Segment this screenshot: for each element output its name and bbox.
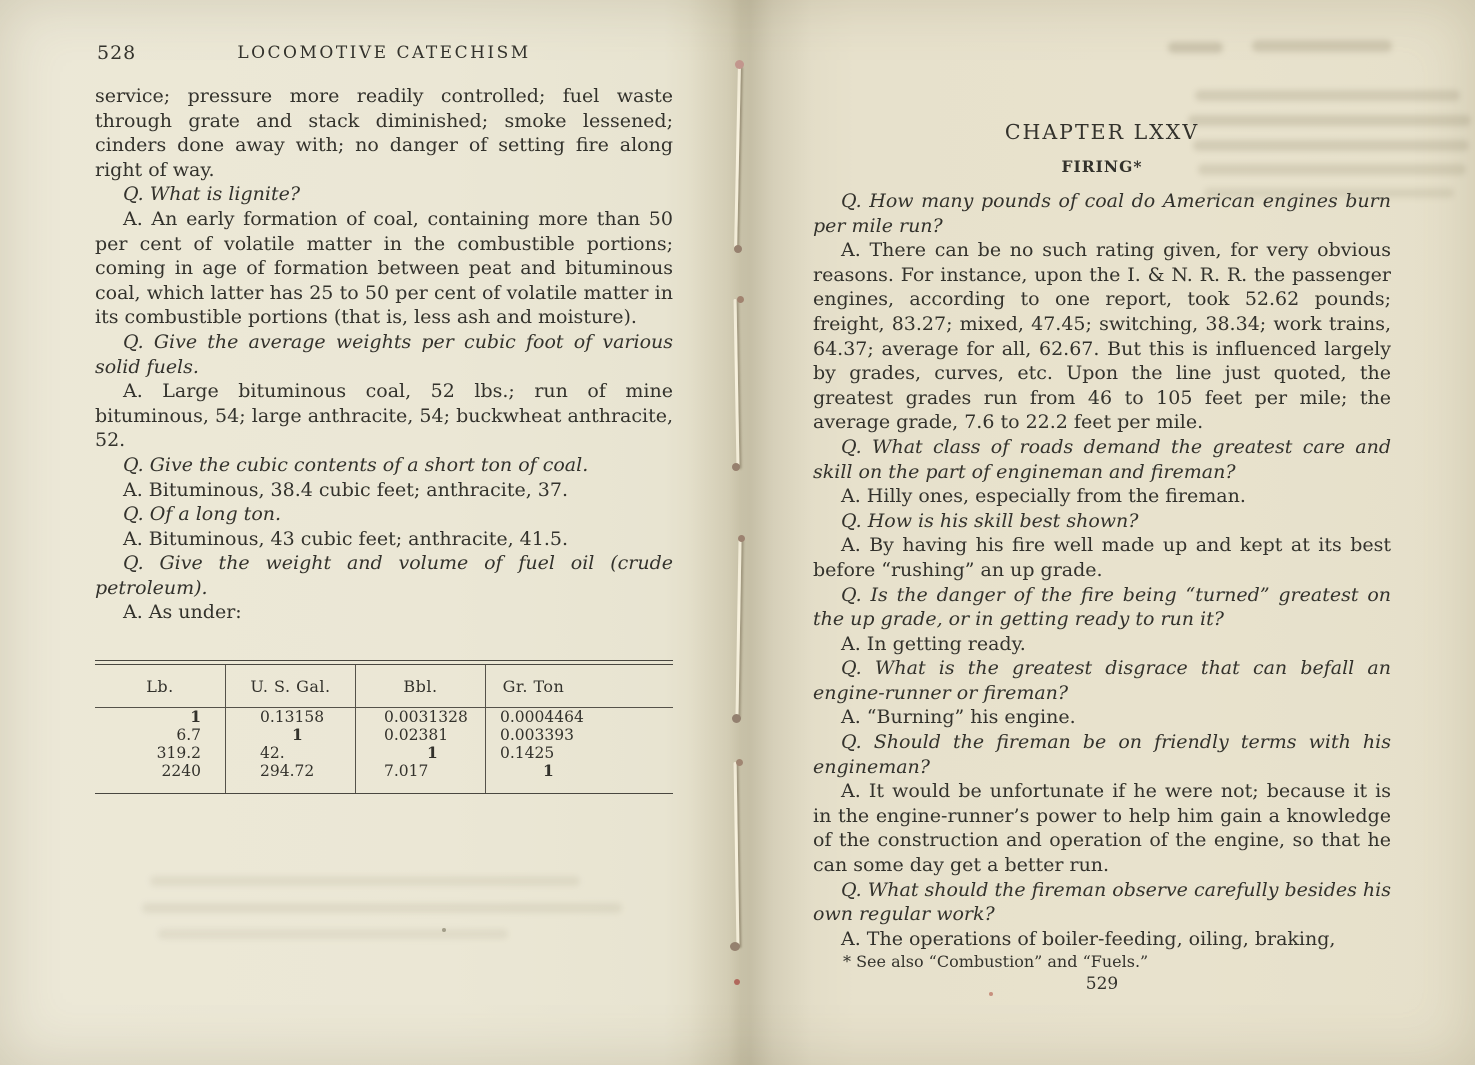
answer-paragraph: A. In getting ready.: [841, 632, 1026, 655]
question-paragraph: Q. What should the fireman observe carefully besides his own regular work?: [813, 878, 1391, 926]
answer-paragraph: A. The operations of boiler-feeding, oiling, braking,: [841, 927, 1336, 950]
table-cell: 0.0031328: [384, 708, 468, 726]
sewing-hole: [737, 296, 744, 303]
table-header-cell: Lb.: [95, 665, 225, 708]
table-cell: 42.: [260, 744, 285, 762]
left-page-header: [95, 42, 673, 68]
sewing-hole: [730, 942, 740, 951]
question-paragraph: Q. Of a long ton.: [123, 503, 282, 526]
table-cell: 0.1425: [500, 744, 555, 762]
answer-paragraph: A. Hilly ones, especially from the fireman.: [841, 485, 1246, 508]
question-paragraph: Q. Give the weight and volume of fuel oil (crude petroleum).: [95, 552, 673, 599]
table-cell: 319.2: [156, 744, 201, 762]
right-page-text: [813, 189, 1391, 951]
question-paragraph: Q. Should the fireman be on friendly terms with his engineman?: [813, 731, 1391, 778]
answer-paragraph: A. Large bituminous coal, 52 lbs.; run of mine bituminous, 54; large anthracite, 54; buckwheat anthracite, 52.: [95, 380, 673, 452]
bleed-through-ghost: [158, 929, 508, 939]
answer-paragraph: A. Bituminous, 43 cubic feet; anthracite, 41.5.: [123, 527, 569, 550]
table-column: [485, 665, 673, 793]
table-column: [95, 665, 225, 793]
bleed-through-ghost: [142, 903, 622, 913]
table-cell: 1: [543, 761, 554, 780]
sewing-hole: [732, 463, 740, 471]
question-paragraph: Q. Give the average weights per cubic foot of various solid fuels.: [95, 330, 673, 378]
answer-paragraph: A. There can be no such rating given, for very obvious reasons. For instance, upon the I. & N. R. R. the passenger engines, according to one report, took 52.62 pounds; freight, 83.27; mixed, 47.45; switching, 38.34; work trains, 64.37; average for all, 62.67. But this is influenced largely by grades, curves, etc. Upon the line just quoted, the greatest grades run from 46 to 105 feet per mile; the average grade, 7.6 to 22.2 feet per mile.: [813, 239, 1391, 434]
answer-paragraph: A. Bituminous, 38.4 cubic feet; anthracite, 37.: [123, 478, 569, 501]
body-paragraph: service; pressure more readily controlled; fuel waste through grate and stack diminished; smoke lessened; cinders done away with; no danger of setting fire along right of way.: [95, 85, 673, 181]
conversion-table-grid: [95, 665, 673, 793]
table-cell: 1: [427, 743, 438, 762]
left-page-text: [95, 84, 673, 625]
table-bottom-rule: [95, 793, 673, 794]
sewing-hole: [738, 535, 745, 542]
table-header-cell: Bbl.: [356, 665, 485, 708]
table-column: [355, 665, 485, 793]
question-paragraph: Q. What is lignite?: [123, 183, 301, 206]
question-paragraph: Q. How is his skill best shown?: [841, 509, 1139, 532]
table-cell: 294.72: [260, 762, 315, 780]
question-paragraph: Q. How many pounds of coal do American engines burn per mile run?: [813, 190, 1391, 237]
paper-speck: [442, 928, 446, 932]
sewing-hole: [734, 979, 740, 985]
table-header-cell: Gr. Ton: [486, 665, 673, 708]
table-cell: 1: [190, 707, 201, 726]
question-paragraph: Q. What class of roads demand the greatest care and skill on the part of engineman and fireman?: [813, 435, 1391, 483]
section-heading: FIRING*: [1061, 157, 1143, 176]
page-number-right: 529: [1085, 974, 1119, 994]
answer-paragraph: A. “Burning” his engine.: [841, 706, 1076, 729]
table-cell: 0.02381: [384, 726, 449, 744]
bleed-through-ghost: [150, 876, 580, 886]
running-header: LOCOMOTIVE CATECHISM: [237, 43, 531, 63]
answer-paragraph: A. As under:: [123, 601, 242, 624]
table-column: [225, 665, 355, 793]
sewing-hole: [736, 759, 743, 766]
table-cell: 2240: [161, 762, 201, 780]
table-cell: 1: [292, 725, 303, 744]
page-number-left: 528: [97, 42, 137, 64]
book-gutter-shadow: [688, 0, 812, 1065]
conversion-table: [95, 660, 673, 794]
sewing-hole: [735, 60, 744, 69]
table-cell: 0.0004464: [500, 708, 584, 726]
table-cell: 6.7: [176, 726, 201, 744]
table-cell: 0.13158: [260, 708, 325, 726]
left-page: [95, 42, 673, 794]
answer-paragraph: A. An early formation of coal, containing more than 50 per cent of volatile matter in the combustible portions; coming in age of formation between peat and bituminous coal, which latter has 25 to 50 per cent of volatile matter in its combustible portions (that is, less ash and moisture).: [95, 207, 673, 329]
question-paragraph: Q. Is the danger of the fire being “turned” greatest on the up grade, or in getting ready to run it?: [813, 583, 1391, 631]
chapter-heading: CHAPTER LXXV: [1004, 120, 1200, 144]
right-page: [813, 42, 1391, 994]
footnote: * See also “Combustion” and “Fuels.”: [843, 952, 1149, 971]
question-paragraph: Q. Give the cubic contents of a short ton of coal.: [123, 453, 589, 476]
question-paragraph: Q. What is the greatest disgrace that can befall an engine-runner or fireman?: [813, 657, 1391, 704]
sewing-hole: [732, 714, 741, 723]
sewing-hole: [734, 245, 742, 253]
table-header-cell: U. S. Gal.: [226, 665, 355, 708]
answer-paragraph: A. It would be unfortunate if he were not; because it is in the engine-runner’s power to help him gain a knowledge of the construction and operation of the engine, so that he can some day get a better run.: [813, 780, 1391, 877]
table-cell: 0.003393: [500, 726, 574, 744]
answer-paragraph: A. By having his fire well made up and kept at its best before “rushing” an up grade.: [813, 534, 1391, 581]
table-cell: 7.017: [384, 762, 429, 780]
